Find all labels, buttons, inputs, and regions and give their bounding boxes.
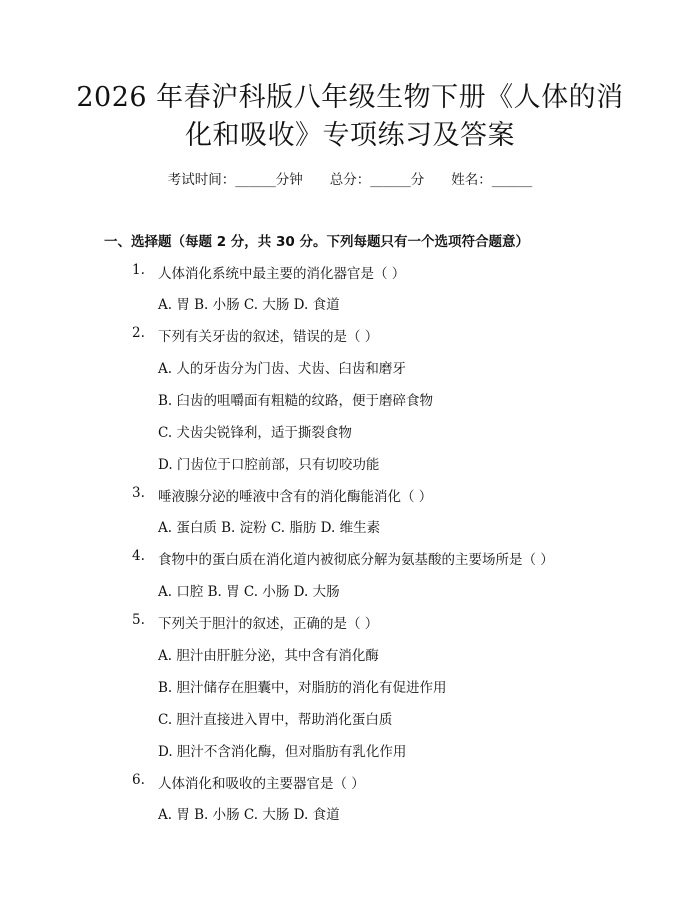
- question-text: 食物中的蛋白质在消化道内被彻底分解为氨基酸的主要场所是（ ）: [158, 552, 554, 568]
- option-d: D. 门齿位于口腔前部，只有切咬功能: [158, 457, 380, 473]
- question-number: 1.: [132, 262, 145, 278]
- question-text: 人体消化系统中最主要的消化器官是（ ）: [158, 266, 406, 282]
- exam-meta-info: 考试时间：______分钟 总分：______分 姓名：______: [167, 172, 533, 188]
- question-number: 3.: [132, 485, 145, 501]
- option-a: A. 胆汁由肝脏分泌，其中含有消化酶: [158, 648, 379, 664]
- question-options: A. 口腔 B. 胃 C. 小肠 D. 大肠: [158, 584, 340, 600]
- question-number: 6.: [132, 772, 145, 788]
- question-number: 2.: [132, 325, 145, 341]
- option-c: C. 胆汁直接进入胃中，帮助消化蛋白质: [158, 712, 393, 728]
- question-text: 下列有关牙齿的叙述，错误的是（ ）: [158, 329, 379, 345]
- question-text: 人体消化和吸收的主要器官是（ ）: [158, 776, 365, 792]
- document-title-line-1: 2026 年春沪科版八年级生物下册《人体的消: [76, 82, 624, 113]
- option-a: A. 人的牙齿分为门齿、犬齿、臼齿和磨牙: [158, 361, 406, 377]
- question-text: 下列关于胆汁的叙述，正确的是（ ）: [158, 616, 379, 632]
- question-options: A. 蛋白质 B. 淀粉 C. 脂肪 D. 维生素: [158, 520, 381, 536]
- option-d: D. 胆汁不含消化酶，但对脂肪有乳化作用: [158, 744, 407, 760]
- question-options: A. 胃 B. 小肠 C. 大肠 D. 食道: [158, 297, 340, 313]
- option-b: B. 胆汁储存在胆囊中，对脂肪的消化有促进作用: [158, 680, 447, 696]
- option-c: C. 犬齿尖锐锋利，适于撕裂食物: [158, 425, 352, 441]
- question-number: 5.: [132, 612, 145, 628]
- option-b: B. 臼齿的咀嚼面有粗糙的纹路，便于磨碎食物: [158, 393, 434, 409]
- section-heading: 一、选择题（每题 2 分，共 30 分。下列每题只有一个选项符合题意）: [104, 234, 529, 250]
- question-number: 4.: [132, 548, 145, 564]
- document-title-line-2: 化和吸收》专项练习及答案: [185, 120, 515, 151]
- question-options: A. 胃 B. 小肠 C. 大肠 D. 食道: [158, 807, 340, 823]
- question-text: 唾液腺分泌的唾液中含有的消化酶能消化（ ）: [158, 489, 433, 505]
